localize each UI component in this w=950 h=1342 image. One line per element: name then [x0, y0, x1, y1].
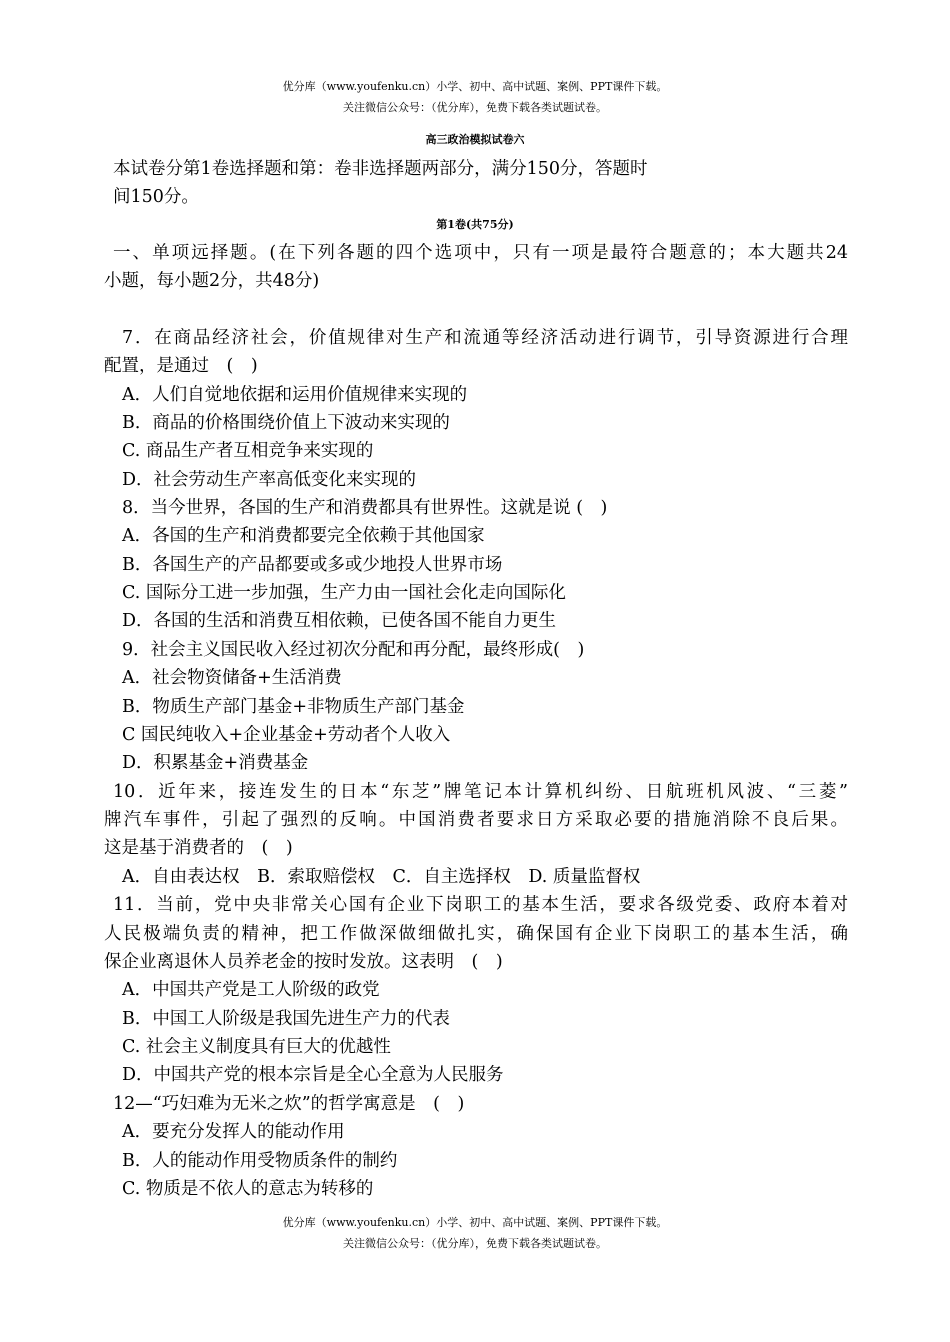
q11-option-b: B．中国工人阶级是我国先进生产力的代表 [122, 1009, 450, 1029]
q11-stem-line-1: 11．当前，党中央非常关心国有企业下岗职工的基本生活，要求各级党委、政府本着对 [113, 895, 848, 915]
q9-stem: 9．社会主义国民收入经过初次分配和再分配，最终形成( ) [122, 640, 585, 660]
q8-stem: 8．当今世界，各国的生产和消费都具有世界性。这就是说 ( ) [122, 498, 608, 518]
q12-option-a: A．要充分发挥人的能动作用 [122, 1122, 345, 1142]
footer-line-1: 优分库（www.youfenku.cn）小学、初中、高中试题、案例、PPT课件下载。 [282, 1216, 668, 1229]
q11-stem-line-3: 保企业离退休人员养老金的按时发放。这表明 ( ) [104, 952, 503, 972]
intro-line-1: 本试卷分第1卷选择题和第：卷非选择题两部分，满分150分，答题时 [113, 159, 648, 179]
q10-stem-line-3: 这是基于消费者的 ( ) [104, 838, 293, 858]
header-line-1: 优分库（www.youfenku.cn）小学、初中、高中试题、案例、PPT课件下载。 [282, 80, 668, 93]
q12-option-b: B．人的能动作用受物质条件的制约 [122, 1151, 398, 1171]
section-title: 第1卷(共75分) [436, 218, 514, 231]
q11-stem-line-2: 人民极端负责的精神，把工作做深做细做扎实，确保国有企业下岗职工的基本生活，确 [104, 924, 848, 944]
intro-line-2: 间150分。 [113, 187, 199, 207]
q11-option-a: A．中国共产党是工人阶级的政党 [122, 980, 380, 1000]
header-line-2: 关注微信公众号：（优分库），免费下载各类试题试卷。 [343, 101, 607, 114]
q9-option-d: D．积累基金+消费基金 [122, 753, 309, 773]
q7-stem-line-1: 7．在商品经济社会，价值规律对生产和流通等经济活动进行调节，引导资源进行合理 [122, 328, 848, 348]
q12-option-c: C. 物质是不依人的意志为转移的 [122, 1179, 374, 1199]
q7-option-d: D．社会劳动生产率高低变化来实现的 [122, 470, 417, 490]
instruction-line-2: 小题，每小题2分，共48分) [104, 271, 320, 291]
q11-option-d: D．中国共产党的根本宗旨是全心全意为人民服务 [122, 1065, 504, 1085]
q8-option-a: A．各国的生产和消费都要完全依赖于其他国家 [122, 526, 485, 546]
q12-stem: 12—“巧妇难为无米之炊”的哲学寓意是 ( ) [113, 1094, 465, 1114]
q10-options: A．自由表达权 B．索取赔偿权 C．自主选择权 D. 质量监督权 [122, 867, 641, 887]
q9-option-b: B．物质生产部门基金+非物质生产部门基金 [122, 697, 465, 717]
q7-option-a: A．人们自觉地依据和运用价值规律来实现的 [122, 385, 468, 405]
q8-option-b: B．各国生产的产品都要或多或少地投人世界市场 [122, 555, 503, 575]
q8-option-d: D．各国的生活和消费互相依赖，已使各国不能自力更生 [122, 611, 557, 631]
q9-option-c: C 国民纯收入+企业基金+劳动者个人收入 [122, 725, 451, 745]
q9-option-a: A．社会物资储备+生活消费 [122, 668, 342, 688]
q7-option-b: B．商品的价格围绕价值上下波动来实现的 [122, 413, 450, 433]
q10-stem-line-1: 10．近年来，接连发生的日本“东芝”牌笔记本计算机纠纷、日航班机风波、“三菱” [113, 782, 848, 802]
q7-stem-line-2: 配置，是通过 ( ) [104, 356, 258, 376]
q7-option-c: C. 商品生产者互相竞争来实现的 [122, 441, 374, 461]
footer-line-2: 关注微信公众号：（优分库），免费下载各类试题试卷。 [343, 1237, 607, 1250]
page-title: 高三政治模拟试卷六 [425, 133, 525, 146]
instruction-line-1: 一、单项远择题。(在下列各题的四个选项中，只有一项是最符合题意的；本大题共24 [113, 243, 848, 263]
q10-stem-line-2: 牌汽车事件，引起了强烈的反响。中国消费者要求日方采取必要的措施消除不良后果。 [104, 810, 848, 830]
q11-option-c: C. 社会主义制度具有巨大的优越性 [122, 1037, 391, 1057]
q8-option-c: C. 国际分工进一步加强，生产力由一国社会化走向国际化 [122, 583, 566, 603]
